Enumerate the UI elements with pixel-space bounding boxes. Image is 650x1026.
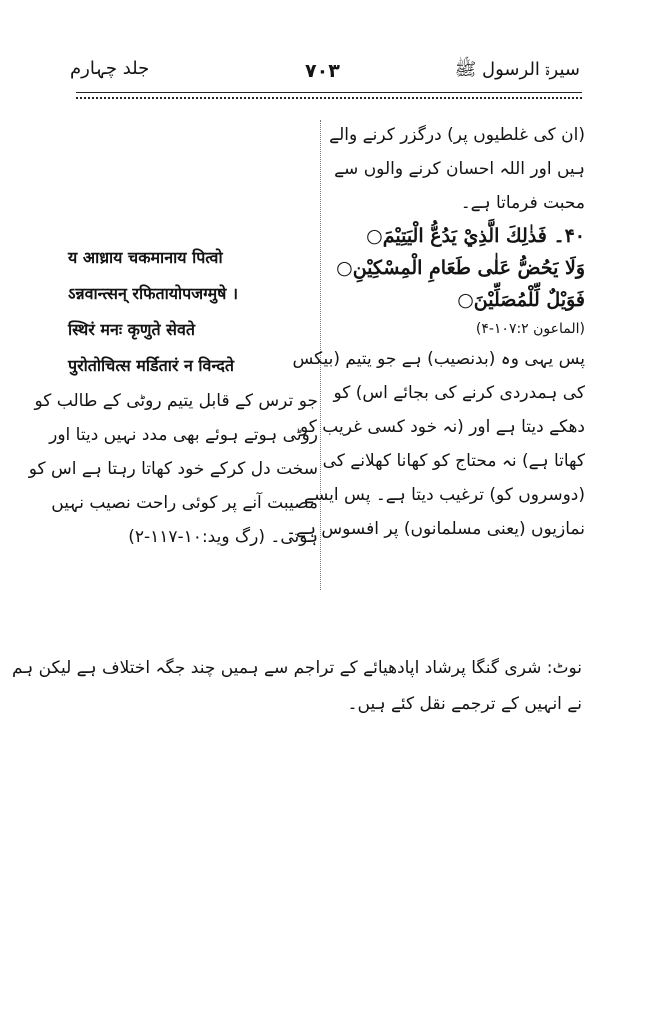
quran-verse-line: وَلَا يَحُضُّ عَلٰى طَعَامِ الْمِسْكِيْنِ○ [336,257,585,279]
running-title: سیرۃ الرسول ﷺ [454,59,580,80]
text-line: (ان کی غلطیوں پر) درگزر کرنے والے [329,125,585,145]
volume-label: جلد چہارم [70,58,150,79]
footnote-line: نوٹ: شری گنگا پرشاد اپادھیائے کے تراجم سے ہمیں چند جگہ اختلاف ہے لیکن ہم [11,658,582,678]
text-line: (دوسروں کو) ترغیب دیتا ہے۔ پس ایسے [304,485,585,505]
header-rule [76,92,582,99]
text-line: کھاتا ہے) نہ محتاج کو کھانا کھلانے کی [322,451,585,471]
quran-verse-line: فَوَيْلٌ لِّلْمُصَلِّيْنَ○ [457,289,585,311]
translation-line: مصیبت آنے پر کوئی راحت نصیب نہیں [51,493,318,513]
footnote [11,650,582,722]
page-header [70,58,580,90]
page-number: ۷۰۳ [305,60,340,82]
quran-verse-line: ۴۰۔ فَذٰلِكَ الَّذِيْ يَدُعُّ الْيَتِيْمَ○ [366,225,585,247]
translation-line: ہوتی۔ (رگ وید:۱۰-۱۱۷-۲) [128,527,318,547]
translation-line: جو ترس کے قابل یتیم روٹی کے طالب کو [34,391,318,411]
translation-line: روٹی ہوتے ہوئے بھی مدد نہیں دیتا اور [49,425,318,445]
footnote-line: نے انہیں کے ترجمے نقل کئے ہیں۔ [347,694,582,714]
text-line: پس یہی وہ (بدنصیب) ہے جو یتیم (بیکس [292,349,585,369]
text-line: ہیں اور اللہ احسان کرنے والوں سے [334,159,585,179]
sanskrit-line: य आध्राय चकमानाय पित्वो [68,248,223,267]
translation-line: سخت دل کرکے خود کھاتا رہتا ہے اس کو [28,459,318,479]
verse-reference: (الماعون ۱۰۷:۲-۴) [475,321,585,337]
text-line: محبت فرماتا ہے۔ [460,193,585,213]
sanskrit-line: स्थिरं मनः कृणुते सेवते [68,320,196,339]
sanskrit-line: पुरोतोचित्स मर्डितारं न विन्दते [68,356,235,375]
text-line: نمازیوں (یعنی مسلمانوں) پر افسوس ہے۔ [286,519,585,539]
text-line: کی ہمدردی کرنے کی بجائے اس) کو [333,383,585,403]
left-column [28,240,318,554]
right-column [286,118,585,546]
text-line: دھکے دیتا ہے اور (نہ خود کسی غریب کو [300,417,585,437]
sanskrit-line: ऽन्नवान्त्सन् रफितायोपजग्मुषे । [68,284,239,303]
